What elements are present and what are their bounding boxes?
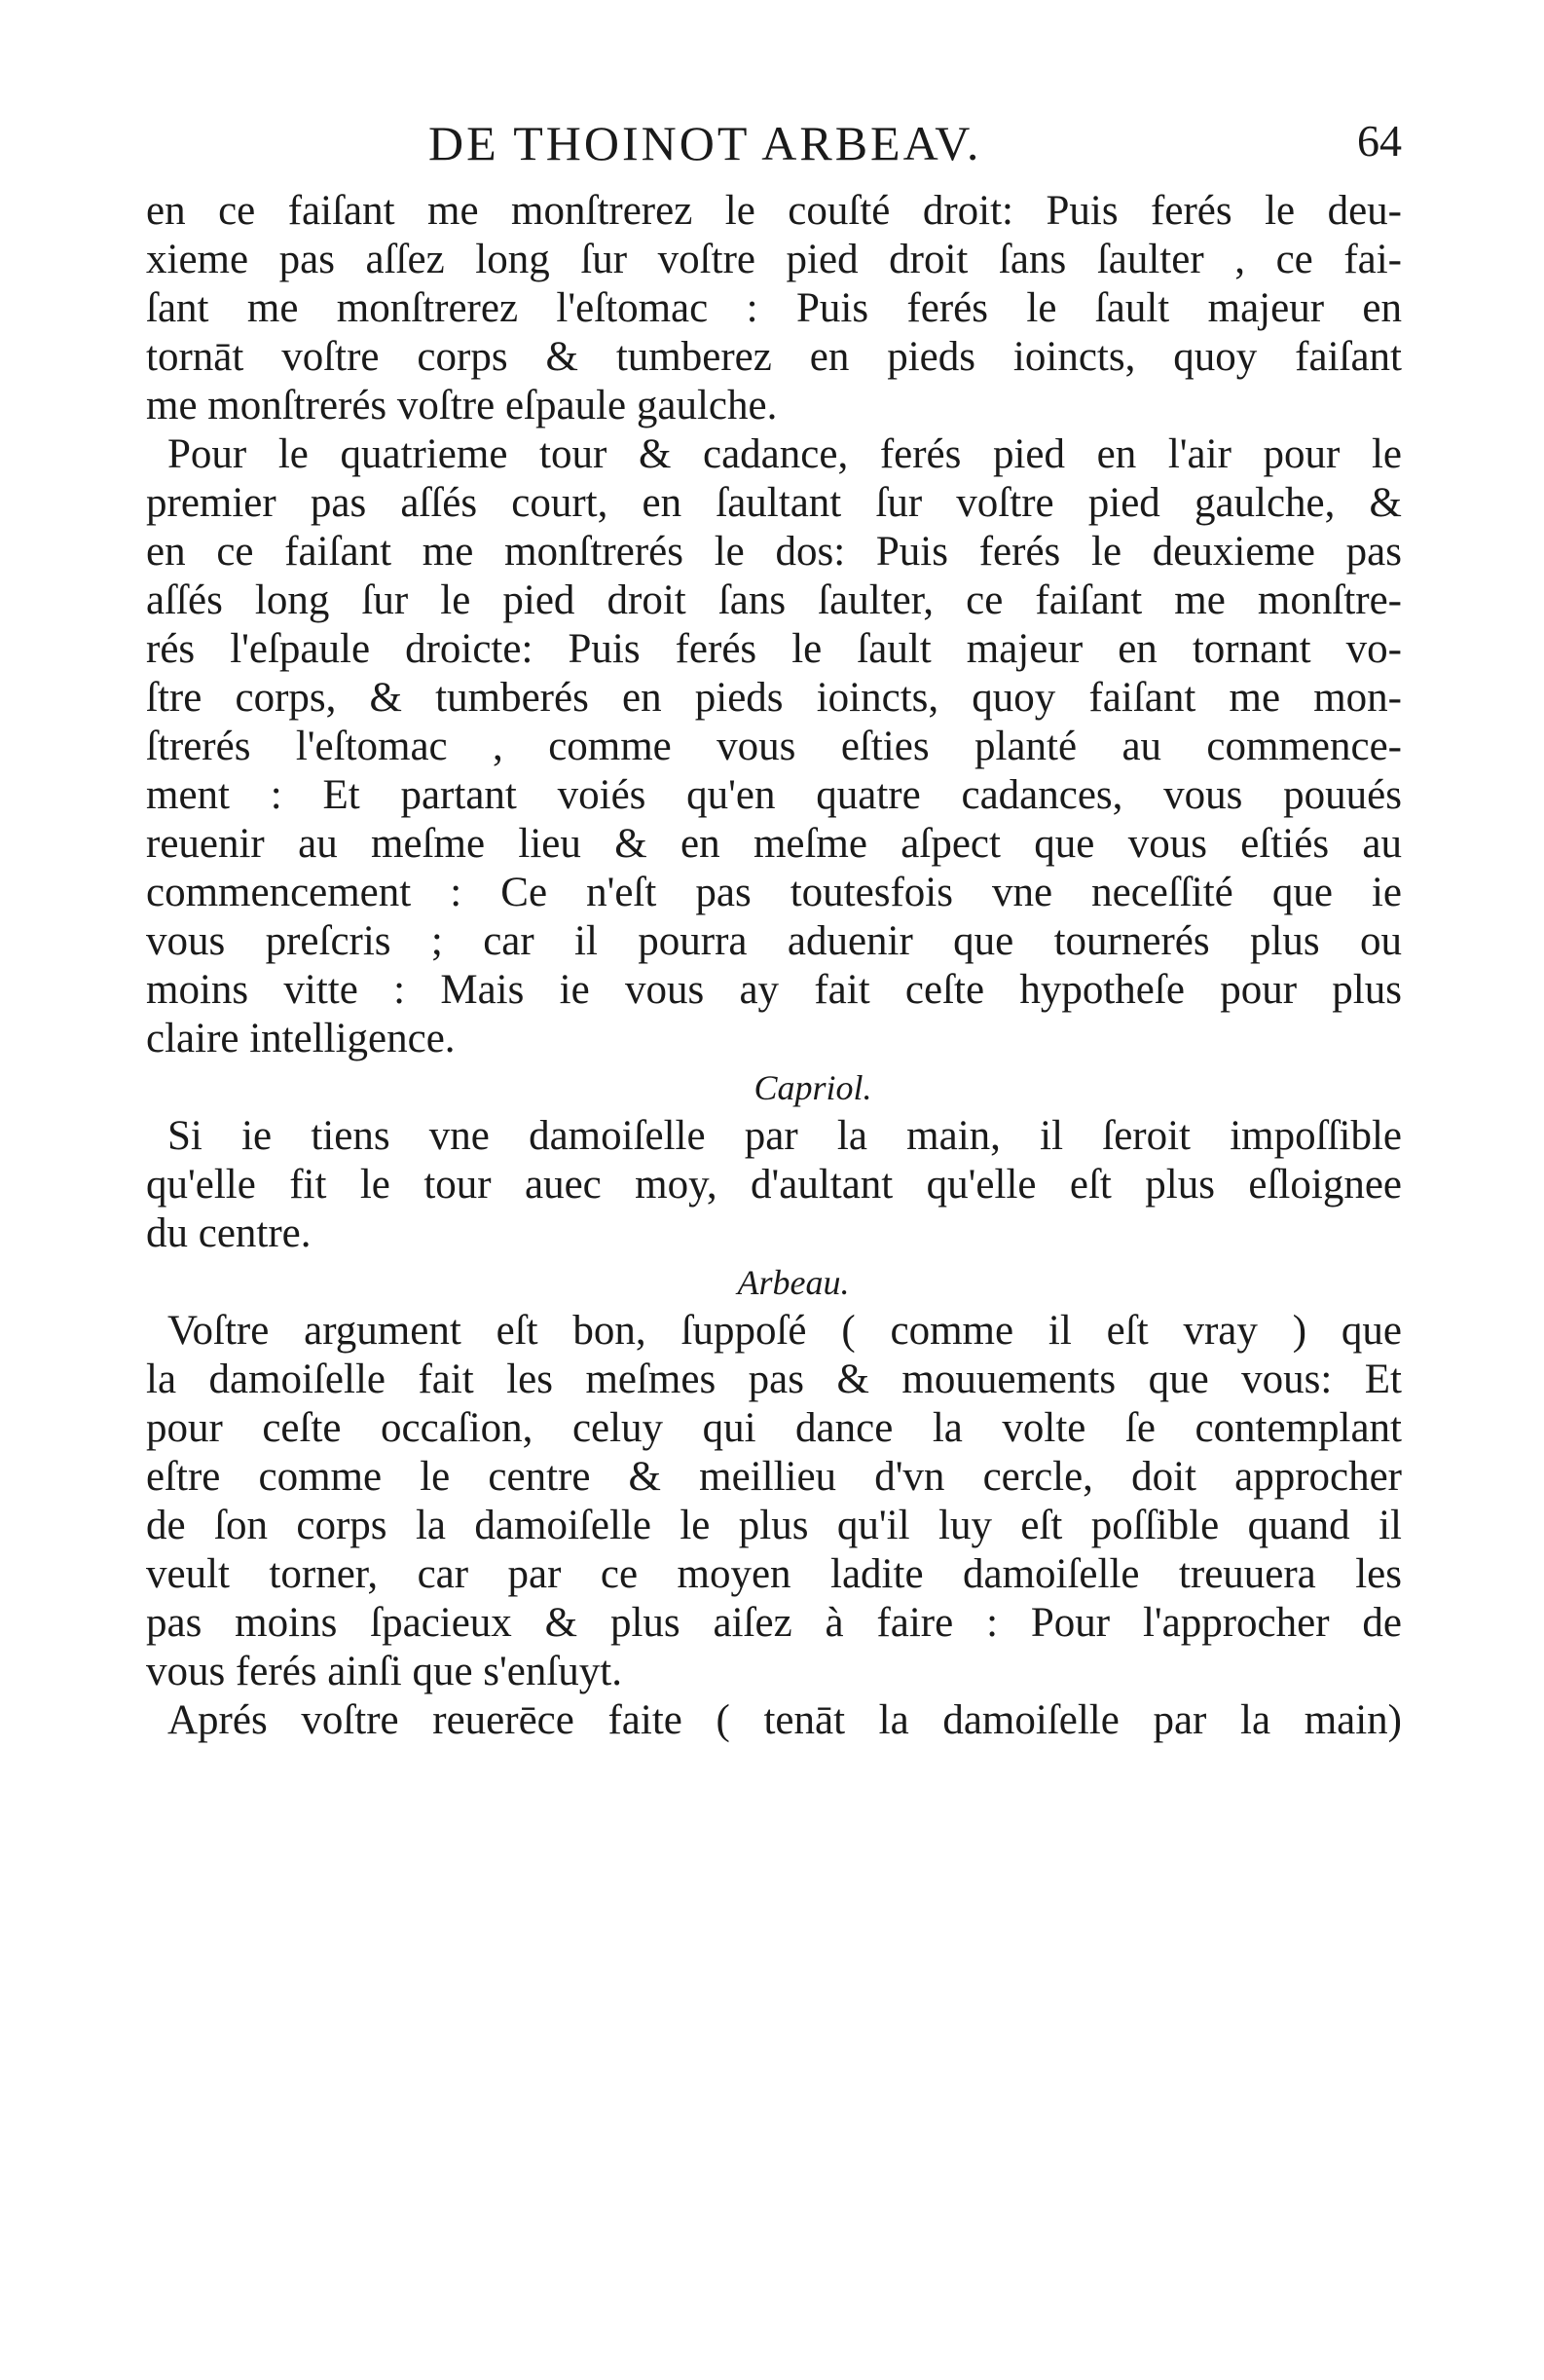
paragraph-1 [146, 187, 1402, 430]
text-line: tornāt voſtre corps & tumberez en pieds ioincts, quoy faiſant [146, 334, 1402, 380]
text-line: pas moins ſpacieux & plus aiſez à faire : Pour l'approcher de [146, 1600, 1402, 1646]
paragraph-3 [146, 1112, 1402, 1258]
text-line: claire intelligence. [146, 1016, 456, 1061]
text-line: rés l'eſpaule droicte: Puis ferés le ſault majeur en tornant vo- [146, 626, 1402, 672]
text-line: aſſés long ſur le pied droit ſans ſaulter, ce faiſant me monſtre- [146, 577, 1402, 623]
text-line: Aprés voſtre reuerēce faite ( tenāt la damoiſelle par la main) [167, 1697, 1402, 1743]
text-line: Si ie tiens vne damoiſelle par la main, il ſeroit impoſſible [167, 1113, 1402, 1159]
speaker-heading-arbeau: Arbeau. [737, 1263, 850, 1302]
text-line: ment : Et partant voiés qu'en quatre cadances, vous pouués [146, 772, 1402, 818]
paragraph-2 [146, 430, 1402, 1063]
text-line: qu'elle fit le tour auec moy, d'aultant qu'elle eſt plus eſloignee [146, 1162, 1402, 1208]
text-line: vous ferés ainſi que s'enſuyt. [146, 1649, 622, 1694]
text-line: Voſtre argument eſt bon, ſuppoſé ( comme il eſt vray ) que [167, 1308, 1402, 1354]
paragraph-4 [146, 1307, 1402, 1696]
running-head [146, 115, 1402, 183]
text-line: pour ceſte occaſion, celuy qui dance la volte ſe contemplant [146, 1405, 1402, 1451]
text-line: veult torner, car par ce moyen ladite damoiſelle treuuera les [146, 1551, 1402, 1597]
page-number: 64 [1357, 116, 1402, 166]
text-line: ſant me monſtrerez l'eſtomac : Puis ferés le ſault majeur en [146, 285, 1402, 331]
text-line: du centre. [146, 1210, 312, 1256]
text-line: reuenir au meſme lieu & en meſme aſpect que vous eſtiés au [146, 821, 1402, 867]
text-line: ſtrerés l'eſtomac , comme vous eſties planté au commence- [146, 724, 1402, 769]
text-line: ſtre corps, & tumberés en pieds ioincts, quoy faiſant me mon- [146, 675, 1402, 721]
text-line: en ce faiſant me monſtrerés le dos: Puis ferés le deuxieme pas [146, 529, 1402, 575]
speaker-heading-capriol: Capriol. [754, 1068, 872, 1107]
paragraph-5 [146, 1696, 1402, 1745]
text-line: de ſon corps la damoiſelle le plus qu'il luy eſt poſſible quand il [146, 1503, 1402, 1548]
running-title: DE THOINOT ARBEAV. [428, 116, 982, 170]
text-line: vous preſcris ; car il pourra aduenir que tournerés plus ou [146, 918, 1402, 964]
text-line: premier pas aſſés court, en ſaultant ſur voſtre pied gaulche, & [146, 480, 1402, 526]
text-line: me monſtrerés voſtre eſpaule gaulche. [146, 383, 778, 428]
text-line: en ce faiſant me monſtrerez le couſté droit: Puis ferés le deu- [146, 188, 1402, 234]
text-line: eſtre comme le centre & meillieu d'vn cercle, doit approcher [146, 1454, 1402, 1500]
text-line: Pour le quatrieme tour & cadance, ferés pied en l'air pour le [167, 431, 1402, 477]
text-line: commencement : Ce n'eſt pas toutesfois vne neceſſité que ie [146, 870, 1402, 915]
text-line: xieme pas aſſez long ſur voſtre pied droit ſans ſaulter , ce fai- [146, 237, 1402, 282]
body-text [146, 187, 1402, 1745]
text-line: la damoiſelle fait les meſmes pas & mouuements que vous: Et [146, 1357, 1402, 1402]
text-line: moins vitte : Mais ie vous ay fait ceſte hypotheſe pour plus [146, 967, 1402, 1013]
